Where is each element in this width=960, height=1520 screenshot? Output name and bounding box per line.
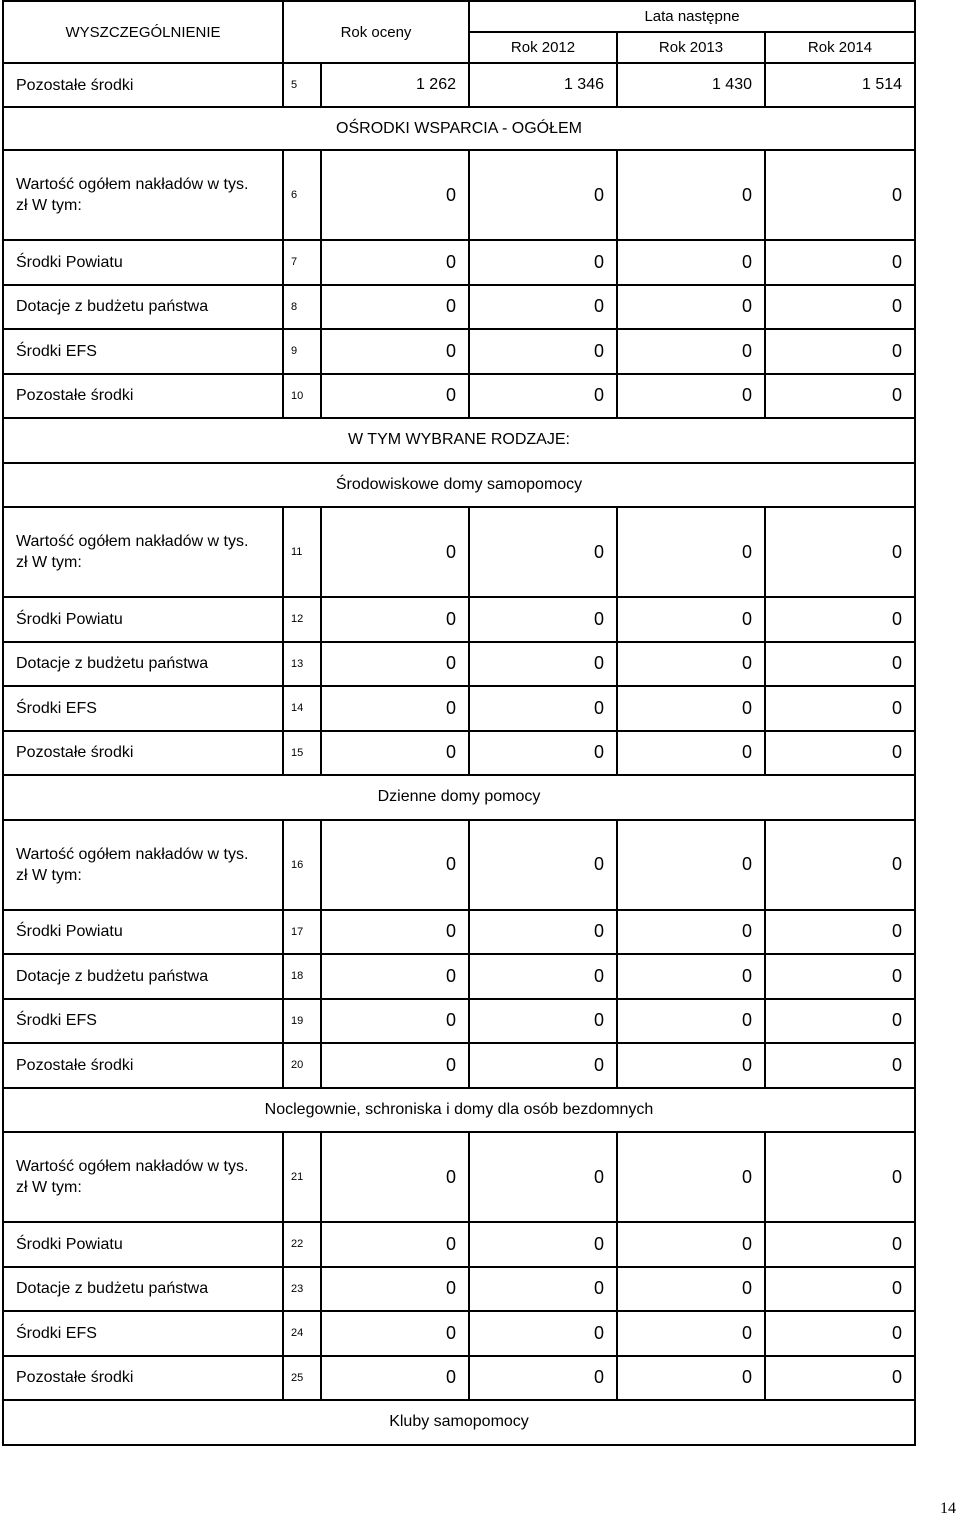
value-year: 0 bbox=[765, 285, 915, 330]
value-year: 0 bbox=[469, 686, 617, 731]
value-year: 1 430 bbox=[617, 63, 765, 107]
value-rok-oceny: 0 bbox=[321, 686, 469, 731]
value-year: 0 bbox=[617, 285, 765, 330]
value-rok-oceny: 0 bbox=[321, 820, 469, 910]
row-code: 24 bbox=[283, 1311, 321, 1356]
row-label: Wartość ogółem nakładów w tys. zł W tym: bbox=[3, 150, 283, 240]
section-title: Kluby samopomocy bbox=[3, 1400, 915, 1445]
value-rok-oceny: 0 bbox=[321, 285, 469, 330]
value-rok-oceny: 0 bbox=[321, 1267, 469, 1312]
row-code: 10 bbox=[283, 374, 321, 419]
value-year: 0 bbox=[617, 1132, 765, 1222]
value-year: 0 bbox=[765, 642, 915, 687]
table-row bbox=[3, 731, 915, 776]
value-rok-oceny: 0 bbox=[321, 1311, 469, 1356]
value-year: 0 bbox=[469, 954, 617, 999]
table-row bbox=[3, 1132, 915, 1222]
value-rok-oceny: 0 bbox=[321, 240, 469, 285]
value-year: 0 bbox=[617, 329, 765, 374]
value-rok-oceny: 0 bbox=[321, 329, 469, 374]
value-year: 0 bbox=[617, 240, 765, 285]
row-label: Pozostałe środki bbox=[3, 374, 283, 419]
row-code: 19 bbox=[283, 999, 321, 1044]
value-year: 0 bbox=[617, 507, 765, 597]
value-year: 0 bbox=[469, 240, 617, 285]
row-code: 23 bbox=[283, 1267, 321, 1312]
table-row bbox=[3, 910, 915, 955]
table-row bbox=[3, 597, 915, 642]
value-year: 0 bbox=[617, 597, 765, 642]
row-label: Środki EFS bbox=[3, 686, 283, 731]
table-row bbox=[3, 507, 915, 597]
value-rok-oceny: 0 bbox=[321, 954, 469, 999]
row-code: 13 bbox=[283, 642, 321, 687]
value-rok-oceny: 1 262 bbox=[321, 63, 469, 107]
value-year: 0 bbox=[617, 642, 765, 687]
row-label: Środki Powiatu bbox=[3, 240, 283, 285]
value-year: 0 bbox=[765, 329, 915, 374]
header-rok-oceny: Rok oceny bbox=[283, 1, 469, 63]
table-row bbox=[3, 954, 915, 999]
row-code: 5 bbox=[283, 63, 321, 107]
table-row bbox=[3, 1356, 915, 1401]
value-year: 0 bbox=[765, 1132, 915, 1222]
value-year: 0 bbox=[617, 1222, 765, 1267]
table-row bbox=[3, 1267, 915, 1312]
row-label: Wartość ogółem nakładów w tys. zł W tym: bbox=[3, 820, 283, 910]
table-row bbox=[3, 63, 915, 107]
section-title: W TYM WYBRANE RODZAJE: bbox=[3, 418, 915, 463]
table-row bbox=[3, 820, 915, 910]
value-year: 0 bbox=[469, 285, 617, 330]
page-number: 14 bbox=[940, 1500, 956, 1517]
value-year: 0 bbox=[469, 1222, 617, 1267]
row-code: 20 bbox=[283, 1043, 321, 1088]
value-year: 0 bbox=[765, 1222, 915, 1267]
row-label: Dotacje z budżetu państwa bbox=[3, 954, 283, 999]
value-year: 0 bbox=[469, 1356, 617, 1401]
value-year: 0 bbox=[765, 597, 915, 642]
value-year: 0 bbox=[469, 999, 617, 1044]
row-code: 25 bbox=[283, 1356, 321, 1401]
section-row bbox=[3, 107, 915, 150]
row-label: Pozostałe środki bbox=[3, 731, 283, 776]
row-code: 22 bbox=[283, 1222, 321, 1267]
value-year: 1 514 bbox=[765, 63, 915, 107]
value-rok-oceny: 0 bbox=[321, 374, 469, 419]
table-row bbox=[3, 1222, 915, 1267]
row-code: 15 bbox=[283, 731, 321, 776]
row-label: Środki EFS bbox=[3, 999, 283, 1044]
value-year: 0 bbox=[617, 1267, 765, 1312]
table-row bbox=[3, 329, 915, 374]
section-row bbox=[3, 418, 915, 463]
table-row bbox=[3, 642, 915, 687]
row-code: 17 bbox=[283, 910, 321, 955]
value-rok-oceny: 0 bbox=[321, 910, 469, 955]
section-title: OŚRODKI WSPARCIA - OGÓŁEM bbox=[3, 107, 915, 150]
value-year: 0 bbox=[765, 954, 915, 999]
header-year: Rok 2013 bbox=[617, 32, 765, 63]
value-year: 0 bbox=[617, 820, 765, 910]
value-year: 0 bbox=[765, 820, 915, 910]
section-title: Noclegownie, schroniska i domy dla osób bezdomnych bbox=[3, 1088, 915, 1133]
row-label: Wartość ogółem nakładów w tys. zł W tym: bbox=[3, 507, 283, 597]
value-year: 0 bbox=[765, 999, 915, 1044]
value-year: 0 bbox=[469, 329, 617, 374]
row-code: 12 bbox=[283, 597, 321, 642]
value-rok-oceny: 0 bbox=[321, 150, 469, 240]
value-year: 0 bbox=[617, 1356, 765, 1401]
row-label: Wartość ogółem nakładów w tys. zł W tym: bbox=[3, 1132, 283, 1222]
value-year: 0 bbox=[765, 910, 915, 955]
value-year: 0 bbox=[765, 686, 915, 731]
table-row bbox=[3, 1043, 915, 1088]
value-year: 0 bbox=[617, 1311, 765, 1356]
section-row bbox=[3, 775, 915, 820]
value-year: 0 bbox=[469, 150, 617, 240]
value-year: 0 bbox=[469, 1311, 617, 1356]
section-row bbox=[3, 1400, 915, 1445]
value-year: 0 bbox=[617, 1043, 765, 1088]
table-row bbox=[3, 374, 915, 419]
row-code: 14 bbox=[283, 686, 321, 731]
value-year: 0 bbox=[617, 374, 765, 419]
value-year: 0 bbox=[765, 150, 915, 240]
row-label: Dotacje z budżetu państwa bbox=[3, 285, 283, 330]
value-rok-oceny: 0 bbox=[321, 1356, 469, 1401]
row-code: 9 bbox=[283, 329, 321, 374]
value-rok-oceny: 0 bbox=[321, 1043, 469, 1088]
row-code: 11 bbox=[283, 507, 321, 597]
value-year: 0 bbox=[469, 374, 617, 419]
section-row bbox=[3, 463, 915, 508]
table-row bbox=[3, 1311, 915, 1356]
value-rok-oceny: 0 bbox=[321, 507, 469, 597]
value-rok-oceny: 0 bbox=[321, 642, 469, 687]
value-year: 0 bbox=[469, 642, 617, 687]
row-code: 16 bbox=[283, 820, 321, 910]
value-year: 0 bbox=[765, 1356, 915, 1401]
row-code: 21 bbox=[283, 1132, 321, 1222]
value-year: 0 bbox=[617, 999, 765, 1044]
value-year: 0 bbox=[617, 731, 765, 776]
row-label: Środki EFS bbox=[3, 329, 283, 374]
financial-table bbox=[2, 0, 916, 1446]
header-lata-nastepne: Lata następne bbox=[469, 1, 915, 32]
section-title: Środowiskowe domy samopomocy bbox=[3, 463, 915, 508]
table-row bbox=[3, 240, 915, 285]
row-label: Dotacje z budżetu państwa bbox=[3, 642, 283, 687]
row-code: 18 bbox=[283, 954, 321, 999]
row-label: Środki Powiatu bbox=[3, 1222, 283, 1267]
row-code: 8 bbox=[283, 285, 321, 330]
row-label: Środki EFS bbox=[3, 1311, 283, 1356]
value-year: 0 bbox=[617, 150, 765, 240]
value-year: 0 bbox=[765, 240, 915, 285]
header-year: Rok 2012 bbox=[469, 32, 617, 63]
section-title: Dzienne domy pomocy bbox=[3, 775, 915, 820]
value-year: 0 bbox=[469, 597, 617, 642]
row-code: 7 bbox=[283, 240, 321, 285]
value-year: 1 346 bbox=[469, 63, 617, 107]
value-rok-oceny: 0 bbox=[321, 597, 469, 642]
value-rok-oceny: 0 bbox=[321, 1132, 469, 1222]
header-year: Rok 2014 bbox=[765, 32, 915, 63]
value-year: 0 bbox=[765, 1267, 915, 1312]
value-rok-oceny: 0 bbox=[321, 1222, 469, 1267]
value-year: 0 bbox=[765, 1043, 915, 1088]
row-code: 6 bbox=[283, 150, 321, 240]
row-label: Pozostałe środki bbox=[3, 1356, 283, 1401]
value-year: 0 bbox=[469, 1043, 617, 1088]
row-label: Pozostałe środki bbox=[3, 1043, 283, 1088]
section-row bbox=[3, 1088, 915, 1133]
value-year: 0 bbox=[469, 507, 617, 597]
table-row bbox=[3, 150, 915, 240]
value-year: 0 bbox=[765, 1311, 915, 1356]
table-row bbox=[3, 285, 915, 330]
value-rok-oceny: 0 bbox=[321, 731, 469, 776]
row-label: Środki Powiatu bbox=[3, 597, 283, 642]
value-year: 0 bbox=[469, 1132, 617, 1222]
value-rok-oceny: 0 bbox=[321, 999, 469, 1044]
value-year: 0 bbox=[617, 686, 765, 731]
value-year: 0 bbox=[469, 731, 617, 776]
value-year: 0 bbox=[617, 954, 765, 999]
header-item: WYSZCZEGÓLNIENIE bbox=[3, 1, 283, 63]
value-year: 0 bbox=[765, 731, 915, 776]
value-year: 0 bbox=[765, 507, 915, 597]
row-label: Pozostałe środki bbox=[3, 63, 283, 107]
value-year: 0 bbox=[617, 910, 765, 955]
value-year: 0 bbox=[469, 820, 617, 910]
row-label: Środki Powiatu bbox=[3, 910, 283, 955]
value-year: 0 bbox=[765, 374, 915, 419]
row-label: Dotacje z budżetu państwa bbox=[3, 1267, 283, 1312]
value-year: 0 bbox=[469, 1267, 617, 1312]
table-row bbox=[3, 999, 915, 1044]
value-year: 0 bbox=[469, 910, 617, 955]
table-row bbox=[3, 686, 915, 731]
